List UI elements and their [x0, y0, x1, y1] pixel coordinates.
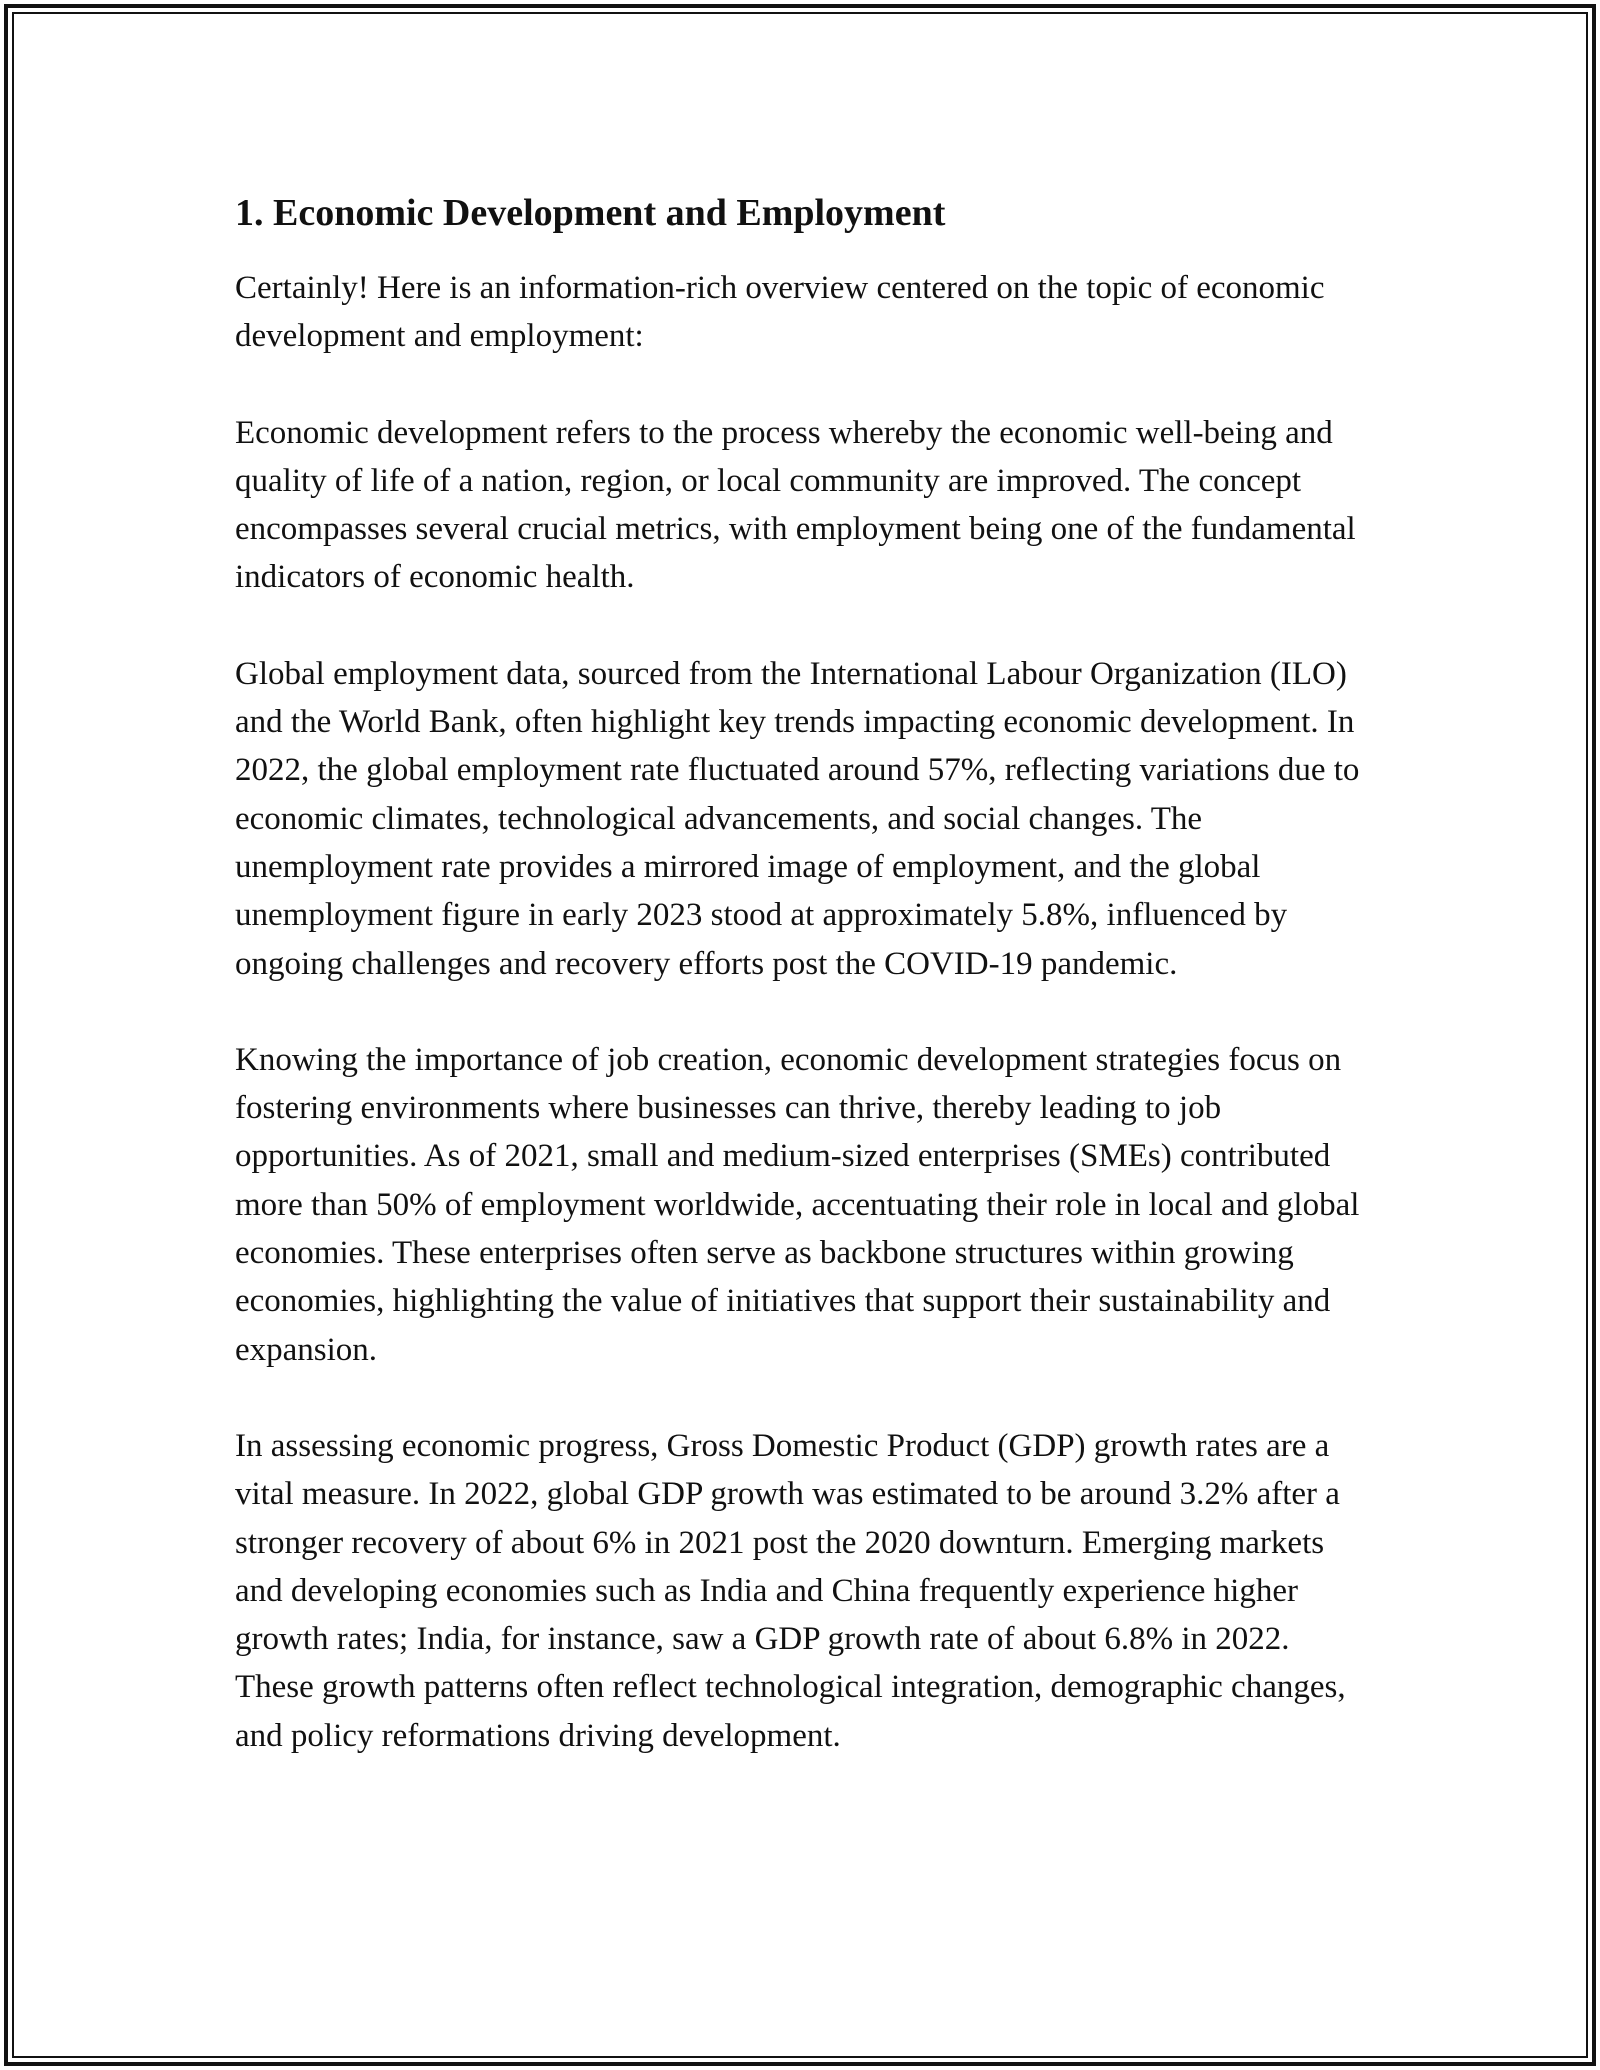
- paragraph-intro: Certainly! Here is an information-rich overview centered on the topic of economic development and employment:: [235, 270, 1325, 355]
- paragraph-global-employment: Global employment data, sourced from the International Labour Organization (ILO) and the World Bank, often highlight key trends impacting economic development. In 2022, the global employment rate fluctuated around 57%, reflecting variations due to economic climates, technological advancements, and social changes. The unemployment rate provides a mirrored image of employment, and the global unemployment figure in early 2023 stood at approximately 5.8%, influenced by ongoing challenges and recovery efforts post the COVID-19 pandemic.: [235, 655, 1360, 982]
- paragraph-definition: Economic development refers to the process whereby the economic well-being and quality of life of a nation, region, or local community are improved. The concept encompasses several crucial metrics, with employment being one of the fundamental indicators of economic health.: [235, 414, 1356, 596]
- paragraph-gdp-growth: In assessing economic progress, Gross Domestic Product (GDP) growth rates are a vital measure. In 2022, global GDP growth was estimated to be around 3.2% after a stronger recovery of about 6% in 2021 post the 2020 downturn. Emerging markets and developing economies such as India and China frequently experience higher growth rates; India, for instance, saw a GDP growth rate of about 6.8% in 2022. These growth patterns often reflect technological integration, demographic changes, and policy reformations driving development.: [235, 1427, 1346, 1754]
- paragraph-job-creation: Knowing the importance of job creation, economic development strategies focus on fostering environments where businesses can thrive, thereby leading to job opportunities. As of 2021, small and medium-sized enterprises (SMEs) contributed more than 50% of employment worldwide, accentuating their role in local and global economies. These enterprises often serve as backbone structures within growing economies, highlighting the value of initiatives that support their sustainability and expansion.: [235, 1041, 1360, 1368]
- section-heading: 1. Economic Development and Employment: [235, 192, 946, 234]
- document-body: [235, 188, 1375, 1808]
